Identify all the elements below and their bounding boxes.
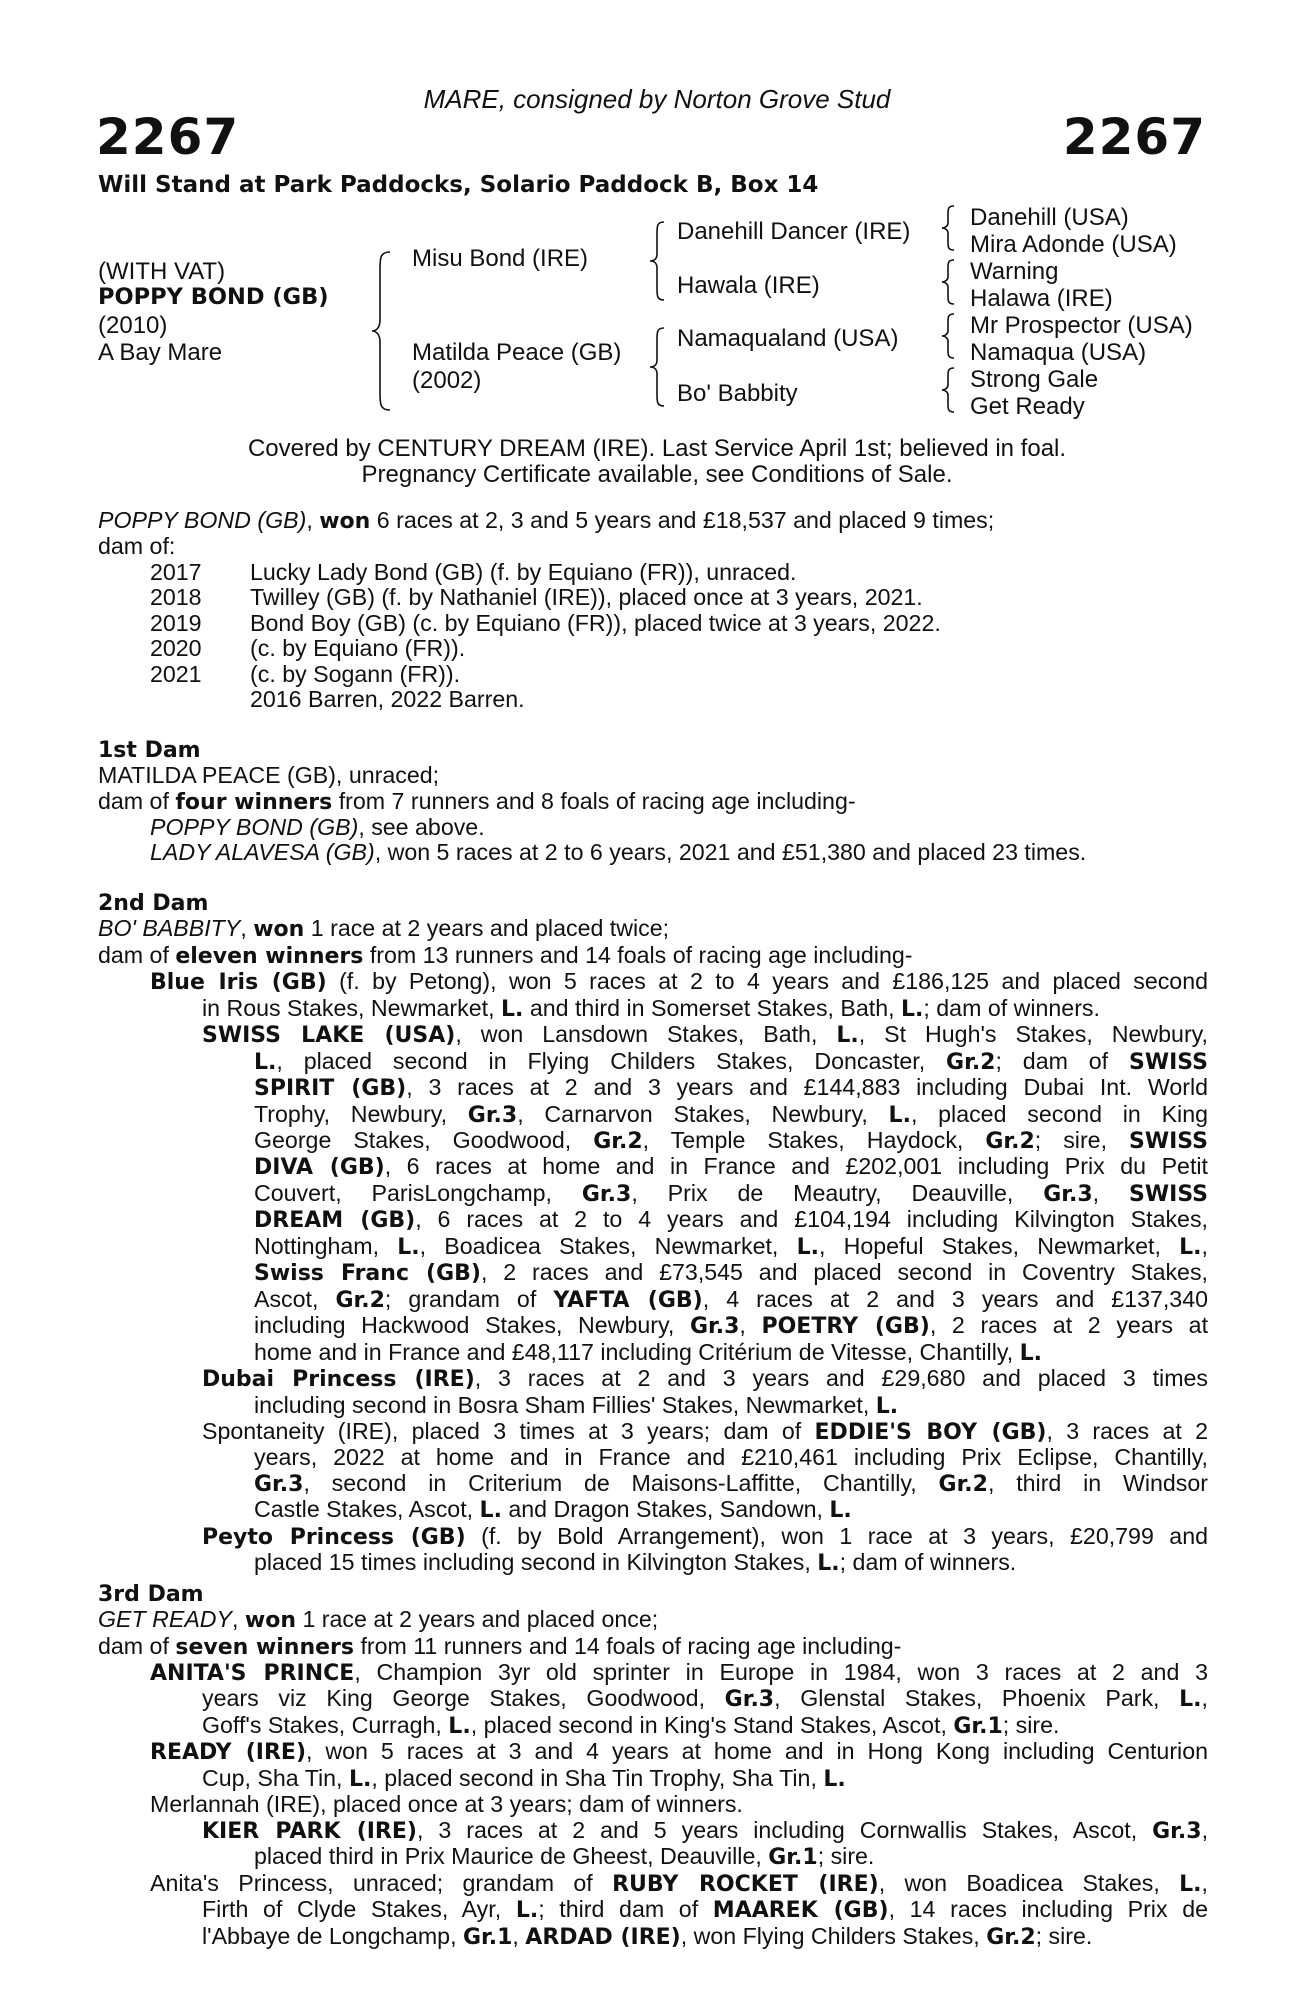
produce-row (98, 585, 1208, 610)
listed: L. (875, 1393, 899, 1419)
pedigree-gen2-1: Danehill Dancer (IRE) (677, 218, 911, 245)
text: Couvert, ParisLongchamp, (254, 1179, 582, 1206)
horse-name: DREAM (GB) (254, 1208, 416, 1234)
text: ; third dam of (538, 1896, 713, 1923)
text: , won Boadicea Stakes, (878, 1869, 1180, 1896)
text: , see above. (358, 813, 485, 840)
first-dam-produce-intro (98, 789, 1208, 815)
grade: Gr.2 (946, 1049, 996, 1075)
listed: L. (515, 1898, 539, 1924)
second-dam-heading: 2nd Dam (98, 890, 209, 916)
swiss-lake-line (254, 1287, 1208, 1313)
produce-text: Lucky Lady Bond (GB) (f. by Equiano (FR)), unraced. (250, 558, 797, 585)
text: , Hopeful Stakes, Newmarket, (818, 1232, 1180, 1259)
pedigree-gen3-1: Danehill (USA) (970, 204, 1129, 231)
text: , (1201, 1816, 1209, 1843)
text: Anita's Princess, unraced; grandam of (150, 1869, 613, 1896)
listed: L. (823, 1766, 846, 1792)
anitas-prince-line: years viz King George Stakes, Goodwood, Gr.3, Glenstal Stakes, Phoenix Park, L., (202, 1685, 1208, 1713)
listed: L. (901, 996, 924, 1022)
pedigree-gen3-4: Halawa (IRE) (970, 285, 1113, 312)
blue-iris-line (98, 996, 1208, 1022)
winners-count: seven winners (175, 1634, 354, 1660)
text: placed third in Prix Maurice de Gheest, Deauville, (254, 1843, 769, 1870)
won-word: won (244, 1608, 296, 1634)
text: 1 race at 2 years and placed twice; (304, 915, 670, 942)
grade: Gr.2 (938, 1471, 988, 1497)
merlannah-line: Merlannah (IRE), placed once at 3 years; dam of winners. (150, 1791, 743, 1818)
swiss-lake-line (254, 1154, 1208, 1180)
grade: Gr.1 (953, 1713, 1003, 1739)
listed: L. (397, 1234, 420, 1260)
swiss-lake-line (98, 1340, 1208, 1366)
text: dam of (98, 1632, 176, 1659)
swiss-lake-line: Nottingham, L., Boadicea Stakes, Newmarket, L., Hopeful Stakes, Newmarket, L., (254, 1232, 1208, 1260)
lot-number-left: 2267 (96, 108, 240, 166)
horse-name: BO' BABBITY (98, 915, 241, 942)
listed: L. (1179, 1234, 1202, 1260)
text: , 2 races and £73,545 and placed second in Coventry Stakes, (481, 1259, 1208, 1286)
horse-name: GET READY (98, 1606, 232, 1633)
listed: L. (817, 1551, 840, 1577)
won-word: won (319, 509, 371, 534)
text: , 3 races at 2 (1046, 1417, 1208, 1444)
text: , 2 races at 2 years at (929, 1312, 1209, 1339)
swiss-lake-line (254, 1207, 1208, 1233)
first-dam-item (98, 840, 1208, 865)
dubai-princess-line (98, 1393, 1208, 1419)
horse-name: SPIRIT (GB) (254, 1076, 407, 1102)
pedigree-gen3-6: Namaqua (USA) (970, 339, 1147, 366)
listed: L. (1179, 1871, 1202, 1897)
grade: Gr.2 (335, 1287, 385, 1313)
consignor-line: MARE, consigned by Norton Grove Stud (423, 84, 891, 114)
spontaneity-line (98, 1497, 1208, 1523)
text: and third in Somerset Stakes, Bath, (523, 994, 902, 1021)
third-dam-heading: 3rd Dam (98, 1581, 204, 1607)
horse-name: DIVA (GB) (254, 1155, 385, 1181)
spontaneity-line (202, 1419, 1208, 1445)
horse-name: SWISS LAKE (USA) (202, 1023, 456, 1049)
grade: Gr.3 (467, 1102, 518, 1128)
text: home and in France and £48,117 including Critérium de Vitesse, Chantilly, (254, 1338, 1020, 1365)
text: Ascot, (254, 1285, 336, 1312)
text: , 3 races at 2 and 5 years including Cornwallis Stakes, Ascot, (416, 1816, 1153, 1843)
text: , 3 races at 2 and 3 years and £29,680 and placed 3 times (474, 1365, 1209, 1392)
dam-of-line: dam of: (98, 533, 176, 560)
grade: Gr.2 (986, 1924, 1036, 1950)
text: , won 5 races at 3 and 4 years at home and in Hong Kong including Centurion (306, 1738, 1208, 1765)
horse-name: EDDIE'S BOY (GB) (814, 1419, 1047, 1445)
text: including second in Bosra Sham Fillies' Stakes, Newmarket, (254, 1391, 876, 1418)
text: , won Flying Childers Stakes, (680, 1922, 987, 1949)
kier-park-line (98, 1844, 1208, 1870)
second-dam-line: BO' BABBITY, won 1 race at 2 years and placed twice; (98, 915, 670, 943)
produce-year: 2018 (150, 584, 202, 611)
text: Spontaneity (IRE), placed 3 times at 3 years; dam of (202, 1417, 815, 1444)
swiss-lake-line (254, 1102, 1208, 1128)
text: ; sire, (1034, 1126, 1129, 1153)
text: ; sire. (1035, 1922, 1093, 1949)
ready-line (98, 1766, 1208, 1792)
grade: Gr.3 (1152, 1818, 1202, 1844)
listed: L. (888, 1102, 911, 1128)
text: , won Lansdown Stakes, Bath, (455, 1021, 837, 1048)
third-dam-produce-intro (98, 1634, 1208, 1660)
grade: Gr.2 (593, 1128, 643, 1154)
second-dam-produce-intro (98, 943, 1208, 969)
text: , 6 races at home and in France and £202,001 including Prix du Petit (384, 1153, 1208, 1180)
grade: Gr.2 (985, 1128, 1035, 1154)
text: , 3 races at 2 and 3 years and £144,883 including Dubai Int. World (406, 1074, 1209, 1101)
text: years, 2022 at home and in France and £210,461 including Prix Eclipse, Chantilly, (254, 1444, 1208, 1471)
peyto-princess-line (98, 1550, 1208, 1576)
text: ; dam of winners. (923, 994, 1100, 1021)
produce-row (98, 636, 1208, 661)
spontaneity-line (254, 1471, 1208, 1497)
grade: Gr.1 (768, 1845, 818, 1871)
pedigree-brace-g3-2 (940, 258, 962, 306)
text: , placed second in Sha Tin Trophy, Sha Tin, (371, 1764, 824, 1791)
text: , Champion 3yr old sprinter in Europe in 1984, won 3 races at 2 and 3 (354, 1659, 1208, 1686)
text: , Boadicea Stakes, Newmarket, (419, 1232, 797, 1259)
anitas-princess-line: l'Abbaye de Longchamp, Gr.1, ARDAD (IRE), won Flying Childers Stakes, Gr.2; sire. (202, 1922, 1093, 1950)
text: , third in Windsor (987, 1469, 1209, 1496)
listed: L. (836, 1023, 859, 1049)
swiss-lake-line: including Hackwood Stakes, Newbury, Gr.3, POETRY (GB), 2 races at 2 years at (254, 1312, 1209, 1340)
horse-name: Dubai Princess (IRE) (202, 1367, 475, 1393)
horse-name: READY (IRE) (150, 1740, 307, 1766)
horse-name: Peyto Princess (GB) (202, 1524, 466, 1550)
record-horse-name: POPPY BOND (GB) (98, 507, 307, 533)
grade: Gr.3 (1043, 1181, 1093, 1207)
horse-name: YAFTA (GB) (553, 1287, 703, 1313)
anitas-prince-line (98, 1713, 1208, 1739)
horse-year: (2010) (98, 312, 168, 339)
pedigree-brace-sire (648, 220, 672, 302)
text: and Dragon Stakes, Sandown, (501, 1496, 830, 1523)
text: (f. by Petong), won 5 races at 2 to 4 years and £186,125 and placed second (326, 968, 1208, 995)
horse-name: Blue Iris (GB) (150, 970, 327, 996)
listed: L. (829, 1498, 852, 1524)
horse-name: SWISS (1129, 1049, 1208, 1075)
pedigree-sire: Misu Bond (IRE) (412, 245, 589, 272)
listed: L. (1179, 1687, 1202, 1713)
peyto-princess-line (202, 1524, 1208, 1550)
text: , St Hugh's Stakes, Newbury, (858, 1021, 1208, 1048)
pedigree-dam-year: (2002) (412, 367, 482, 394)
text: , placed second in Flying Childers Stakes, Doncaster, (276, 1047, 947, 1074)
produce-text: 2016 Barren, 2022 Barren. (250, 686, 525, 713)
swiss-lake-line (254, 1260, 1208, 1286)
pedigree-gen3-2: Mira Adonde (USA) (970, 231, 1177, 258)
horse-name: SWISS (1129, 1181, 1209, 1207)
text: ; grandam of (384, 1285, 554, 1312)
pedigree-brace-g3-4 (940, 366, 962, 414)
produce-row (98, 611, 1208, 636)
anitas-prince-line (150, 1660, 1208, 1686)
pedigree-gen2-3: Namaqualand (USA) (677, 325, 899, 352)
winners-count: eleven winners (175, 943, 364, 969)
swiss-lake-line (202, 1022, 1208, 1048)
text: Cup, Sha Tin, (202, 1764, 349, 1791)
produce-year: 2020 (150, 635, 202, 662)
horse-name: LADY ALAVESA (GB) (150, 839, 375, 866)
text: , won 5 races at 2 to 6 years, 2021 and £51,380 and placed 23 times. (374, 839, 1087, 866)
text: , placed second in King's Stand Stakes, Ascot, (470, 1711, 954, 1738)
listed: L. (348, 1766, 372, 1792)
pedigree-brace-g3-3 (940, 312, 962, 360)
covered-line: Covered by CENTURY DREAM (IRE). Last Service April 1st; believed in foal. (247, 435, 1067, 462)
pedigree-brace-main (370, 250, 400, 412)
produce-row (98, 560, 1208, 585)
text: , 6 races at 2 to 4 years and £104,194 including Kilvington Stakes, (415, 1206, 1208, 1233)
text: ; sire. (817, 1843, 875, 1870)
produce-year: 2017 (150, 558, 202, 585)
grade: Gr.3 (581, 1181, 632, 1207)
vat-note: (WITH VAT) (98, 258, 226, 285)
record-text: 6 races at 2, 3 and 5 years and £18,537 and placed 9 times; (370, 507, 995, 533)
anitas-princess-line (202, 1897, 1208, 1923)
horse-name: SWISS (1129, 1128, 1208, 1154)
blue-iris-line (150, 969, 1208, 995)
text: ; dam of (995, 1047, 1129, 1074)
produce-row (98, 662, 1208, 687)
pedigree-brace-dam (648, 326, 672, 408)
text: placed 15 times including second in Kilvington Stakes, (254, 1549, 818, 1576)
text: , Prix de Meautry, Deauville, (631, 1179, 1044, 1206)
grade: Gr.3 (254, 1471, 304, 1497)
text: l'Abbaye de Longchamp, (202, 1922, 463, 1949)
text: , Glenstal Stakes, Phoenix Park, (774, 1685, 1180, 1712)
pedigree-brace-g3-1 (940, 204, 962, 252)
text: , Temple Stakes, Haydock, (642, 1126, 986, 1153)
text: Firth of Clyde Stakes, Ayr, (202, 1896, 516, 1923)
text: (f. by Bold Arrangement), won 1 race at 3 years, £20,799 and (465, 1522, 1208, 1549)
text: , Carnarvon Stakes, Newbury, (517, 1100, 889, 1127)
text: dam of (98, 787, 176, 814)
produce-text: (c. by Sogann (FR)). (250, 660, 461, 687)
listed: L. (479, 1498, 502, 1524)
produce-row (98, 687, 1208, 712)
text: , second in Criterium de Maisons-Laffitte, Chantilly, (303, 1469, 939, 1496)
listed: L. (796, 1234, 819, 1260)
grade: Gr.3 (689, 1314, 740, 1340)
listed: L. (1019, 1340, 1043, 1366)
text: Nottingham, (254, 1232, 398, 1259)
text: , placed second in King (910, 1100, 1209, 1127)
text: Trophy, Newbury, (254, 1100, 468, 1127)
text: years viz King George Stakes, Goodwood, (202, 1685, 725, 1712)
pedigree-gen2-2: Hawala (IRE) (677, 272, 820, 299)
text: George Stakes, Goodwood, (254, 1126, 594, 1153)
record-line: POPPY BOND (GB), won 6 races at 2, 3 and 5 years and £18,537 and placed 9 times; (98, 507, 995, 534)
first-dam-line: MATILDA PEACE (GB), unraced; (98, 762, 440, 789)
horse-name: POETRY (GB) (761, 1314, 930, 1340)
text: ; dam of winners. (839, 1549, 1017, 1576)
grade: Gr.1 (462, 1924, 513, 1950)
pedigree-gen2-4: Bo' Babbity (677, 380, 798, 407)
text: 1 race at 2 years and placed once; (296, 1606, 659, 1633)
text: from 7 runners and 8 foals of racing age including- (332, 787, 856, 814)
pedigree-gen3-5: Mr Prospector (USA) (970, 312, 1193, 339)
horse-description: A Bay Mare (98, 339, 223, 366)
text: , 4 races at 2 and 3 years and £137,340 (702, 1285, 1208, 1312)
text: , 14 races including Prix de (888, 1896, 1208, 1923)
swiss-lake-line (254, 1128, 1208, 1154)
pedigree-gen3-3: Warning (970, 258, 1059, 285)
text: ; sire. (1002, 1711, 1060, 1738)
won-word: won (253, 917, 305, 943)
stand-location: Will Stand at Park Paddocks, Solario Paddock B, Box 14 (98, 172, 819, 198)
dubai-princess-line (202, 1366, 1208, 1392)
pedigree-gen3-7: Strong Gale (970, 366, 1099, 393)
produce-text: (c. by Equiano (FR)). (250, 635, 466, 662)
kier-park-line (202, 1818, 1208, 1844)
produce-year: 2019 (150, 609, 202, 636)
listed: L. (254, 1049, 277, 1075)
produce-year: 2021 (150, 660, 202, 687)
text: Goff's Stakes, Curragh, (202, 1711, 449, 1738)
horse-name: POPPY BOND (GB) (98, 284, 329, 310)
first-dam-heading: 1st Dam (98, 737, 201, 763)
horse-name: RUBY ROCKET (IRE) (612, 1871, 879, 1897)
text: from 11 runners and 14 foals of racing age including- (354, 1632, 902, 1659)
first-dam-item (98, 815, 1208, 840)
horse-name: MAAREK (GB) (712, 1898, 889, 1924)
swiss-lake-line (254, 1049, 1208, 1075)
horse-name: Swiss Franc (GB) (254, 1261, 481, 1287)
winners-count: four winners (175, 789, 333, 815)
pregnancy-line: Pregnancy Certificate available, see Conditions of Sale. (361, 461, 953, 488)
text: from 13 runners and 14 foals of racing age including- (363, 941, 913, 968)
third-dam-line: GET READY, won 1 race at 2 years and placed once; (98, 1606, 659, 1634)
pedigree-dam: Matilda Peace (GB) (412, 339, 622, 366)
ready-line (150, 1739, 1208, 1765)
swiss-lake-line (254, 1075, 1208, 1101)
produce-text: Bond Boy (GB) (c. by Equiano (FR)), placed twice at 3 years, 2022. (250, 609, 941, 636)
horse-name: ANITA'S PRINCE (150, 1661, 355, 1687)
text: Castle Stakes, Ascot, (254, 1496, 480, 1523)
horse-name: KIER PARK (IRE) (202, 1818, 417, 1844)
grade: Gr.3 (724, 1687, 775, 1713)
lot-number-right: 2267 (1062, 108, 1206, 166)
listed: L. (500, 996, 524, 1022)
text: including Hackwood Stakes, Newbury, (254, 1312, 690, 1339)
text: in Rous Stakes, Newmarket, (202, 994, 501, 1021)
listed: L. (448, 1713, 471, 1739)
text: dam of (98, 941, 176, 968)
pedigree-gen3-8: Get Ready (970, 393, 1085, 420)
anitas-princess-line: Anita's Princess, unraced; grandam of RUBY ROCKET (IRE), won Boadicea Stakes, L., (150, 1869, 1208, 1897)
produce-text: Twilley (GB) (f. by Nathaniel (IRE)), placed once at 3 years, 2021. (250, 584, 923, 611)
horse-name: ARDAD (IRE) (525, 1924, 681, 1950)
catalogue-body (98, 508, 1208, 1950)
horse-name: POPPY BOND (GB) (150, 813, 359, 840)
swiss-lake-line: Couvert, ParisLongchamp, Gr.3, Prix de Meautry, Deauville, Gr.3, SWISS (254, 1179, 1209, 1207)
spontaneity-line (254, 1445, 1208, 1470)
